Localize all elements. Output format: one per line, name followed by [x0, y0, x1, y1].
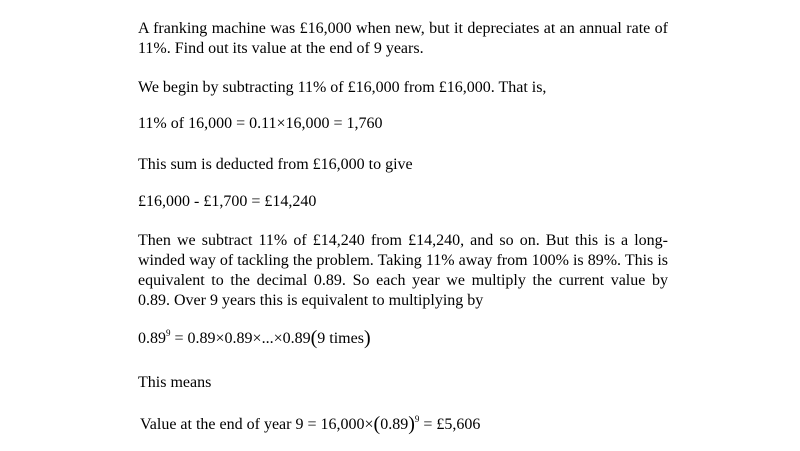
explanation-paragraph: Then we subtract 11% of £14,240 from £14,240, and so on. But this is a long-winded way of tackling the problem. Taking 11% away from 100% is 89%. This is equivalent to the decimal 0.89. So each year we multiply the current value by 0.89. Over 9 years this is equivalent to multiplying by — [138, 232, 668, 309]
deduction-text: This sum is deducted from £16,000 to give — [138, 156, 413, 173]
eq3-paren-close: ) — [363, 327, 371, 349]
eq3-exponent: 9 — [166, 328, 171, 338]
equation-power — [138, 328, 371, 349]
equation-subtraction: £16,000 - £1,700 = £14,240 — [138, 193, 317, 210]
eq4-paren-close: ) — [408, 413, 415, 435]
eq4-rhs: = £5,606 — [419, 416, 481, 433]
equation-percentage: 11% of 16,000 = 0.11×16,000 = 1,760 — [138, 115, 383, 132]
eq4-lhs: Value at the end of year 9 = 16,000× — [140, 416, 374, 433]
eq4-paren-open: ( — [373, 413, 381, 435]
eq3-rhs: = 0.89×0.89×...×0.89 — [170, 330, 311, 347]
eq3-paren-open: ( — [310, 327, 318, 349]
problem-statement: A franking machine was £16,000 when new, but it depreciates at an annual rate of 11%. Find out its value at the end of 9 years. — [138, 20, 668, 57]
eq3-base: 0.89 — [138, 330, 166, 347]
equation-final-value — [140, 414, 480, 435]
eq4-exponent: 9 — [414, 414, 420, 424]
eq4-paren-content: 0.89 — [380, 416, 409, 433]
intro-text: We begin by subtracting 11% of £16,000 from £16,000. That is, — [138, 79, 547, 96]
means-text: This means — [138, 374, 212, 391]
eq3-paren-content: 9 times — [317, 330, 364, 347]
